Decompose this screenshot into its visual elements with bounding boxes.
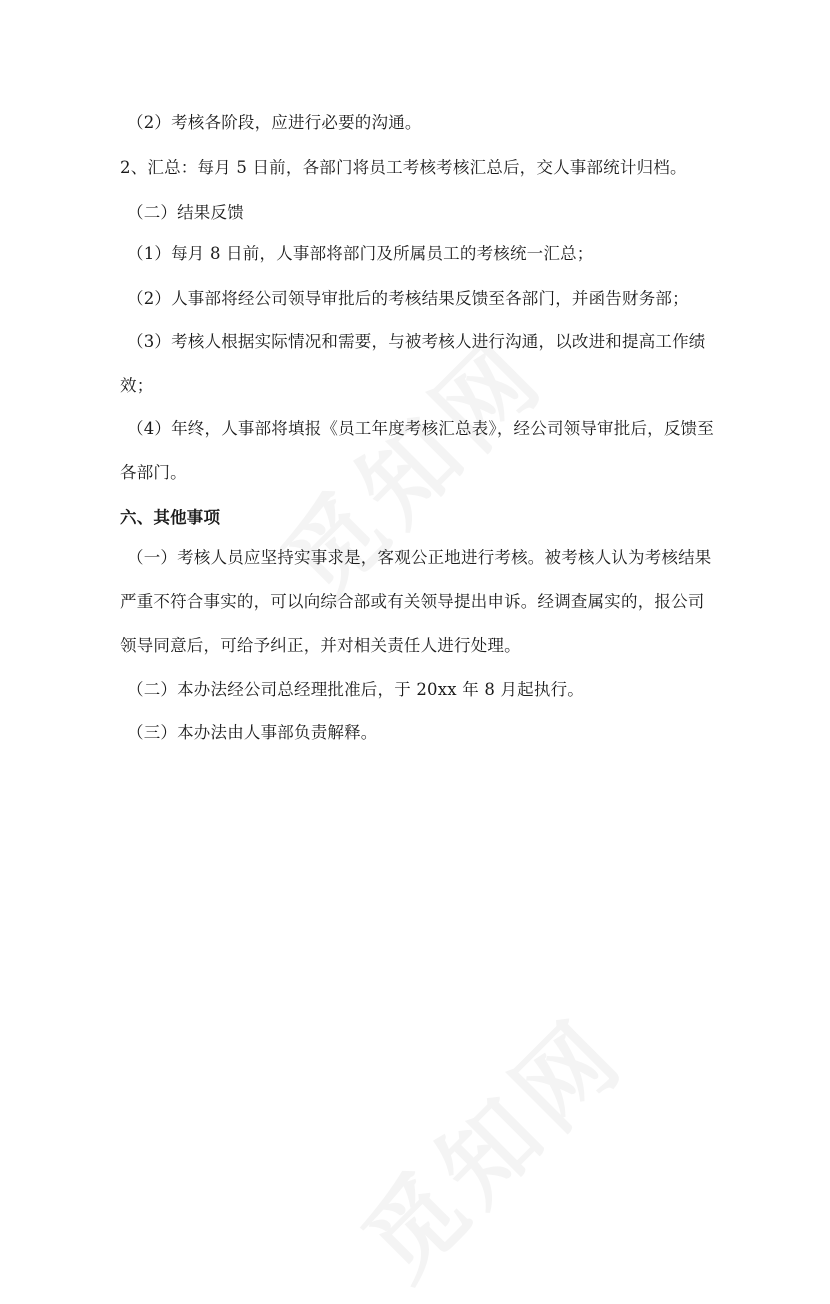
paragraph-line: （3）考核人根据实际情况和需要，与被考核人进行沟通，以改进和提高工作绩 [127, 332, 706, 351]
paragraph-line: （2）人事部将经公司领导审批后的考核结果反馈至各部门，并函告财务部； [127, 289, 689, 308]
paragraph-line: 效； [120, 376, 154, 395]
section-heading: 六、其他事项 [120, 508, 221, 527]
paragraph-line: 严重不符合事实的，可以向综合部或有关领导提出申诉。经调查属实的，报公司 [120, 592, 705, 611]
paragraph-line: 领导同意后，可给予纠正，并对相关责任人进行处理。 [120, 636, 521, 655]
paragraph-line: （2）考核各阶段，应进行必要的沟通。 [127, 113, 422, 132]
paragraph-line: （4）年终，人事部将填报《员工年度考核汇总表》，经公司领导审批后，反馈至 [127, 419, 714, 438]
paragraph-line: （二）本办法经公司总经理批准后，于 20xx 年 8 月起执行。 [127, 680, 584, 699]
paragraph-line: （一）考核人员应坚持实事求是，客观公正地进行考核。被考核人认为考核结果 [127, 548, 712, 567]
paragraph-line: 各部门。 [120, 463, 187, 482]
paragraph-line: （三）本办法由人事部负责解释。 [127, 723, 378, 742]
paragraph-line: 2、汇总：每月 5 日前，各部门将员工考核考核汇总后，交人事部统计归档。 [120, 158, 687, 177]
section-subheading: （二）结果反馈 [127, 203, 244, 222]
paragraph-line: （1）每月 8 日前，人事部将部门及所属员工的考核统一汇总； [127, 244, 594, 263]
watermark [328, 983, 650, 1304]
